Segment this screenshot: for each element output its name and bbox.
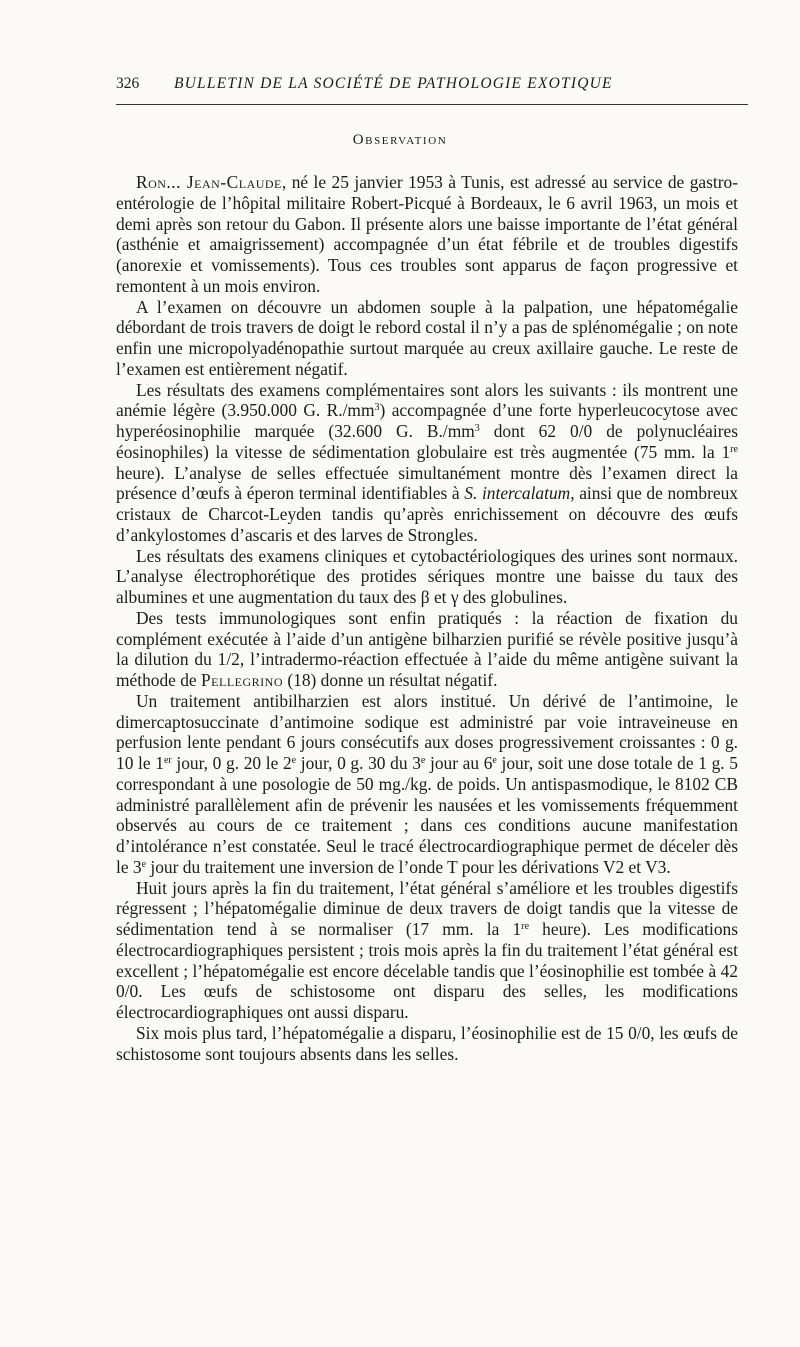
text-run: jour du traitement une inversion de l’onde T pour les dérivations V2 et V3.: [146, 856, 671, 877]
text-run: (18) donne un résultat négatif.: [283, 670, 498, 690]
paragraph-1: [116, 172, 738, 297]
superscript: e: [492, 755, 497, 766]
superscript: e: [291, 755, 297, 766]
text-run: Huit jours après la fin du traitement, l’état général s’améliore et les troubles digestifs régressent ; l’hépatomégalie diminue de deux travers de doigt tandis que la vitesse de sédimentation tend à se normaliser (17 mm. la 1: [116, 877, 738, 939]
text-run: ) accompagnée d’une forte hyperleucocytose avec hyperéosinophilie marquée (32.600 G. B./mm: [116, 400, 738, 441]
cited-author: Pellegrino: [201, 670, 283, 690]
text-run: Les résultats des examens complémentaires sont alors les suivants : ils montrent une anémie légère (3.950.000 G. R./mm: [116, 379, 738, 421]
header-rule: [116, 104, 748, 105]
species-name: S. intercalatum: [464, 483, 571, 504]
paragraph-2: A l’examen on découvre un abdomen souple à la palpation, une hépatomégalie débordant de trois travers de doigt le rebord costal il n’y a pas de splénomégalie ; on note enfin une micropolyadénopathie surtout marquée au creux axillaire gauche. Le reste de l’examen est entièrement négatif.: [116, 296, 738, 379]
superscript: 3: [474, 423, 480, 434]
superscript: re: [730, 443, 738, 455]
text-run: Des tests immunologiques sont enfin pratiqués : la réaction de fixation du complément exécutée à l’aide d’un antigène bilharzien purifié se révèle positive jusqu’à la dilution du 1/2, l’intradermo-réaction effectuée à l’aide du même antigène suivant la méthode de: [116, 607, 738, 690]
paragraph-4: Les résultats des examens cliniques et cytobactériologiques des urines sont normaux. L’analyse électrophorétique des protides sériques montre une baisse du taux des albumines et une augmentation du taux des β et γ des globulines.: [116, 545, 738, 607]
section-title: Observation: [352, 132, 448, 148]
text-run: dont 62 0/0 de polynucléaires éosinophiles) la vitesse de sédimentation globulaire est très augmentée (75 mm. la 1: [116, 421, 738, 462]
page-number: 326: [116, 75, 140, 92]
superscript: re: [521, 921, 530, 932]
text-run: jour, 0 g. 20 le 2: [171, 753, 292, 773]
paragraph-6: [116, 691, 738, 878]
paragraph-5: [116, 608, 738, 691]
paragraph-7: [116, 878, 738, 1023]
superscript: 3: [374, 402, 380, 414]
paragraph-8: Six mois plus tard, l’hépatomégalie a disparu, l’éosinophilie est de 15 0/0, les œufs de schistosome sont toujours absents dans les selles.: [116, 1022, 738, 1064]
superscript: e: [420, 755, 426, 766]
patient-name: Ron... Jean-Claude: [136, 172, 282, 192]
superscript: e: [141, 858, 147, 870]
running-title: BULLETIN DE LA SOCIÉTÉ DE PATHOLOGIE EXOTIQUE: [174, 75, 613, 92]
paragraph-text: , né le 25 janvier 1953 à Tunis, est adressé au service de gastro-entérologie de l’hôpital militaire Robert-Picqué à Bordeaux, le 6 avril 1963, un mois et demi après son retour du Gabon. Il présente alors une baisse importante de l’état général (asthénie et amaigrissement) accompagnée d’un état fébrile et de troubles digestifs (anorexie et vomissements). Tous ces troubles sont apparus de façon progressive et remontent à un mois environ.: [116, 172, 738, 296]
text-run: Un traitement antibilharzien est alors institué. Un dérivé de l’antimoine, le dimercaptosuccinate d’antimoine sodique est administré par voie intraveineuse en perfusion lente pendant 6 jours consécutifs aux doses progressivement croissantes : 0 g. 10 le 1: [116, 690, 738, 773]
text-run: jour, 0 g. 30 du 3: [296, 753, 421, 773]
article-body: [116, 172, 738, 1064]
text-run: jour, soit une dose totale de 1 g. 5 correspondant à une posologie de 50 mg./kg. de poids. Un antispasmodique, le 8102 CB administré parallèlement afin de prévenir les nausées et les vomissements fréquemment observés au cours de ce traitement ; dans ces conditions aucune manifestation d’intolérance n’est constatée. Seul le tracé électrocardiographique permet de déceler dès le 3: [116, 753, 738, 877]
superscript: er: [163, 755, 172, 766]
paragraph-3: [116, 380, 738, 546]
text-run: heure). L’analyse de selles effectuée simultanément montre dès l’examen direct la présence d’œufs à éperon terminal identifiables à: [116, 462, 738, 504]
text-run: jour au 6: [425, 753, 493, 773]
text-run: heure). Les modifications électrocardiographiques persistent ; trois mois après la fin du traitement l’état général est excellent ; l’hépatomégalie est encore décelable tandis que l’éosinophilie est tombée à 42 0/0. Les œufs de schistosome ont disparu des selles, les modifications électrocardiographiques ont aussi disparu.: [116, 919, 739, 1022]
text-run: , ainsi que de nombreux cristaux de Charcot-Leyden tandis qu’après enrichissement on découvre des œufs d’ankylostomes d’ascaris et des larves de Strongles.: [116, 483, 739, 545]
